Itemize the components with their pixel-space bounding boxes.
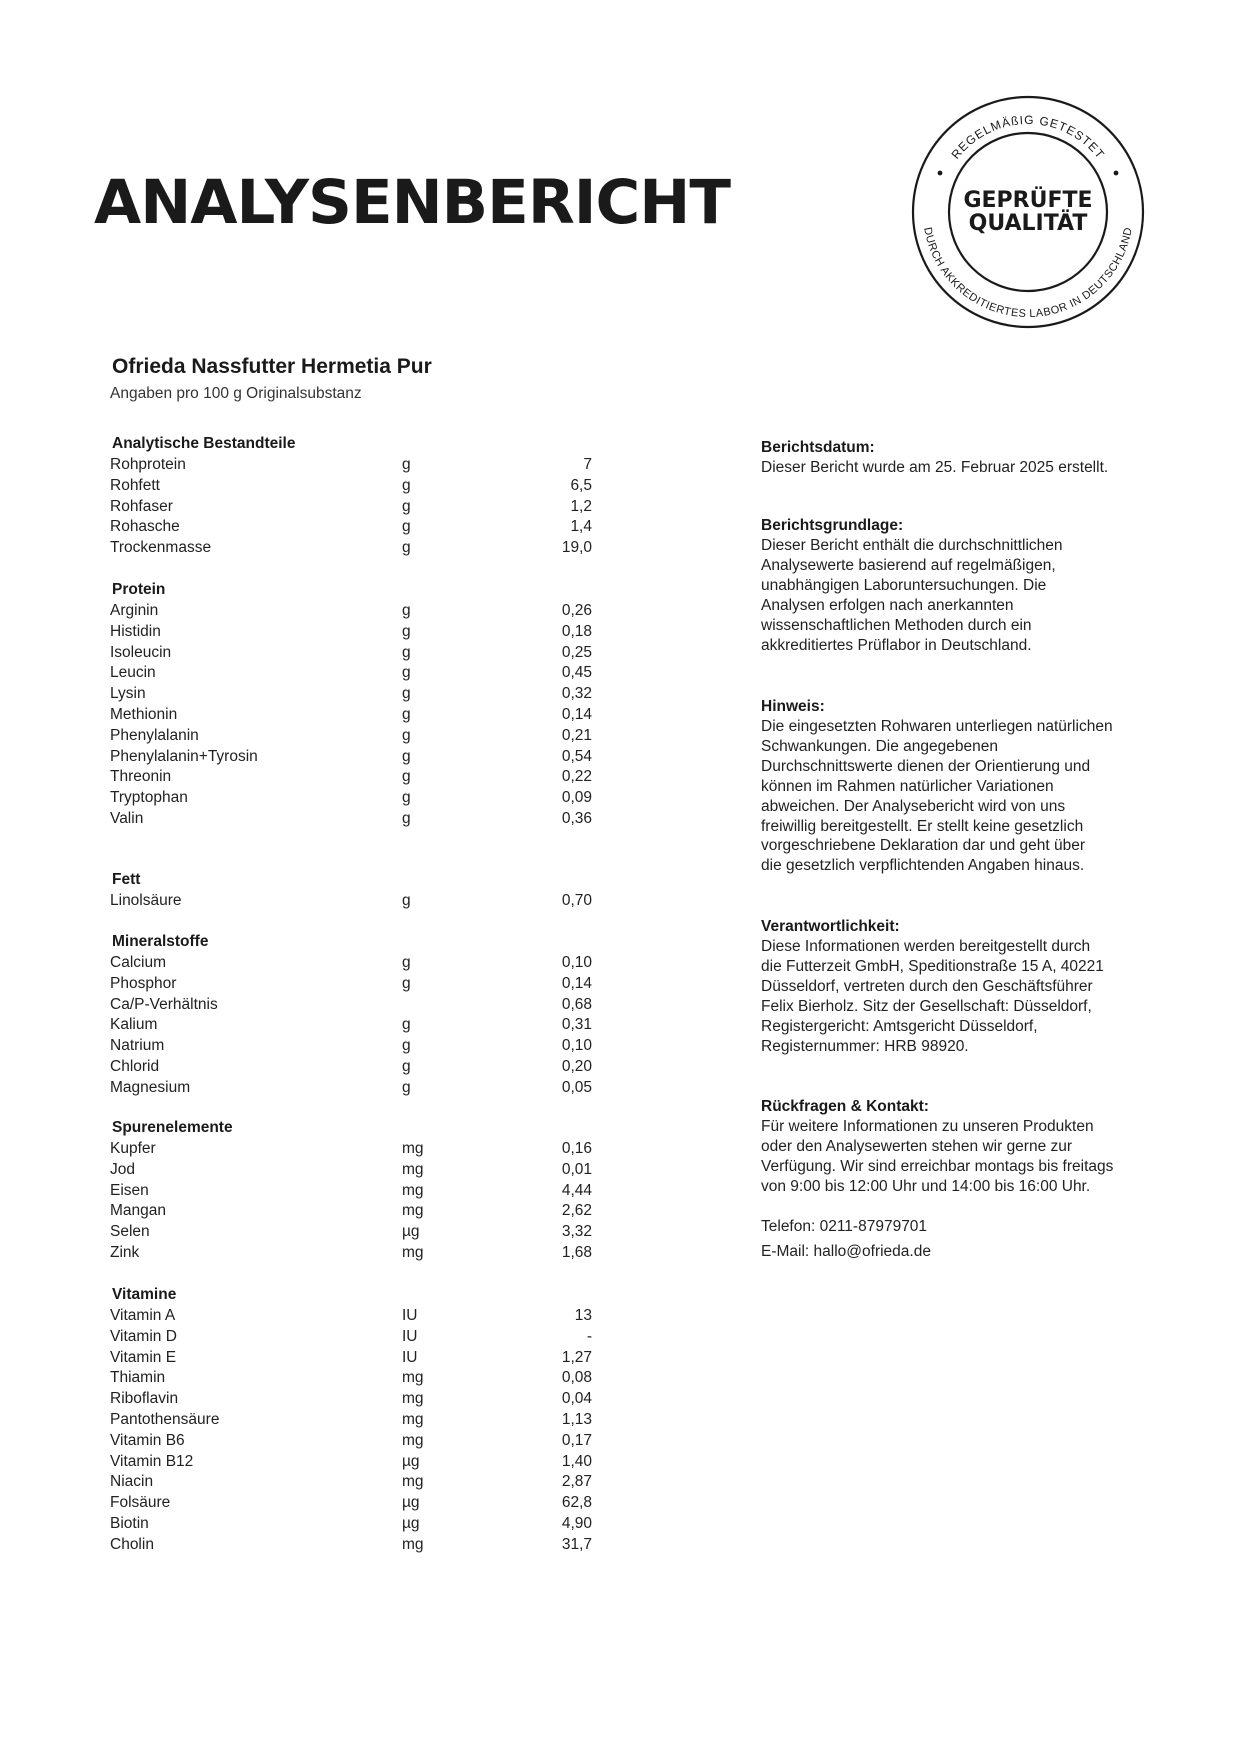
nutrient-unit: mg — [402, 1244, 424, 1261]
info-text-line: Felix Bierholz. Sitz der Gesellschaft: Düsseldorf, — [761, 997, 1092, 1015]
nutrient-row — [0, 974, 640, 995]
nutrient-value: 0,18 — [561, 622, 592, 640]
nutrient-name: Ca/P-Verhältnis — [110, 995, 218, 1013]
info-text-line: Die eingesetzten Rohwaren unterliegen natürlichen — [761, 718, 1113, 735]
nutrient-name: Eisen — [110, 1181, 149, 1199]
product-name: Ofrieda Nassfutter Hermetia Pur — [112, 355, 432, 378]
nutrient-name: Biotin — [110, 1515, 149, 1532]
nutrient-value: 0,54 — [561, 747, 592, 765]
nutrient-row — [0, 643, 640, 664]
nutrient-name: Vitamin E — [110, 1348, 177, 1366]
nutrient-value: 62,8 — [561, 1494, 592, 1512]
nutrient-row — [0, 1535, 640, 1556]
section-heading: Vitamine — [112, 1286, 177, 1303]
nutrient-value: 0,20 — [561, 1058, 592, 1075]
nutrient-value: 0,26 — [561, 602, 592, 619]
nutrient-row — [0, 995, 640, 1016]
nutrient-name: Pantothensäure — [110, 1411, 220, 1428]
nutrient-row — [0, 1222, 640, 1243]
nutrient-unit: g — [402, 602, 411, 619]
nutrient-unit: g — [402, 622, 411, 640]
nutrient-value: 1,4 — [570, 518, 592, 536]
seal-dot-right — [1114, 171, 1119, 176]
nutrient-value: 0,36 — [561, 810, 592, 827]
info-text-line: Registernummer: HRB 98920. — [761, 1037, 969, 1055]
nutrient-name: Rohfaser — [110, 497, 173, 515]
nutrient-row — [0, 788, 640, 809]
nutrient-value: 0,68 — [561, 995, 592, 1013]
nutrient-row — [0, 1431, 640, 1452]
nutrient-name: Phenylalanin+Tyrosin — [110, 747, 258, 765]
nutrient-unit: µg — [402, 1494, 420, 1512]
nutrient-unit: mg — [402, 1369, 424, 1387]
nutrient-unit: mg — [402, 1535, 424, 1553]
nutrient-value: - — [586, 1327, 592, 1345]
nutrient-value: 6,5 — [570, 476, 592, 494]
info-text-line: freiwillig bereitgestellt. Er stellt keine gesetzlich — [761, 817, 1084, 835]
nutrient-name: Calcium — [110, 954, 166, 971]
info-heading: Verantwortlichkeit: — [761, 918, 900, 935]
info-text-line: Analysen erfolgen nach anerkannten — [761, 596, 1014, 614]
nutrient-row — [0, 1410, 640, 1431]
nutrient-row — [0, 1389, 640, 1410]
nutrient-value: 1,40 — [561, 1452, 592, 1470]
nutrient-name: Vitamin B6 — [110, 1431, 185, 1449]
nutrient-value: 4,44 — [561, 1181, 592, 1199]
nutrient-row — [0, 1493, 640, 1514]
nutrient-value: 0,45 — [561, 664, 592, 682]
nutrient-value: 0,14 — [561, 706, 592, 723]
nutrient-value: 0,14 — [561, 974, 592, 992]
nutrient-row — [0, 1472, 640, 1493]
nutrient-name: Kalium — [110, 1016, 158, 1034]
nutrient-unit: g — [402, 747, 411, 765]
nutrient-unit: mg — [402, 1411, 424, 1428]
nutrient-unit: g — [402, 664, 411, 682]
nutrient-unit: mg — [402, 1390, 424, 1408]
nutrient-value: 19,0 — [561, 539, 592, 557]
nutrient-name: Chlorid — [110, 1058, 160, 1075]
info-berichtsdatum — [761, 438, 1151, 478]
nutrient-value: 0,32 — [561, 685, 592, 703]
info-verantwortlichkeit — [761, 917, 1151, 1056]
nutrient-name: Cholin — [110, 1535, 154, 1553]
info-kontakt — [761, 1097, 1151, 1197]
nutrient-value: 0,25 — [561, 643, 592, 661]
nutrient-value: 0,17 — [561, 1431, 592, 1449]
nutrient-name: Natrium — [110, 1037, 165, 1055]
nutrient-value: 0,31 — [561, 1016, 592, 1034]
nutrient-row — [0, 1036, 640, 1057]
nutrient-row — [0, 726, 640, 747]
nutrient-name: Riboflavin — [110, 1390, 179, 1408]
nutrient-name: Zink — [110, 1244, 140, 1261]
nutrient-name: Valin — [110, 810, 144, 827]
nutrient-value: 0,01 — [561, 1160, 592, 1178]
nutrient-row — [0, 684, 640, 705]
nutrient-unit: g — [402, 892, 411, 909]
nutrient-unit: mg — [402, 1202, 424, 1220]
nutrient-row — [0, 1514, 640, 1535]
nutrient-value: 7 — [583, 456, 592, 473]
page-title: ANALYSENBERICHT — [94, 167, 730, 238]
nutrient-name: Tryptophan — [110, 789, 188, 807]
nutrient-value: 1,13 — [561, 1411, 592, 1428]
nutrient-name: Histidin — [110, 622, 161, 640]
nutrient-row — [0, 1160, 640, 1181]
section-heading: Fett — [112, 871, 141, 888]
nutrient-row — [0, 538, 640, 559]
nutrient-name: Linolsäure — [110, 892, 182, 909]
info-text-line: von 9:00 bis 12:00 Uhr und 14:00 bis 16:00 Uhr. — [761, 1177, 1091, 1195]
nutrient-unit: µg — [402, 1515, 420, 1532]
nutrient-name: Vitamin A — [110, 1307, 176, 1324]
info-text-line: Für weitere Informationen zu unseren Produkten — [761, 1118, 1094, 1135]
nutrient-unit: g — [402, 1016, 411, 1034]
nutrient-row — [0, 747, 640, 768]
seal-center-line2: QUALITÄT — [968, 211, 1088, 236]
nutrient-row — [0, 601, 640, 622]
nutrient-name: Rohprotein — [110, 456, 186, 473]
nutrient-unit: g — [402, 685, 411, 703]
nutrient-row — [0, 1201, 640, 1222]
nutrient-unit: g — [402, 643, 411, 661]
nutrient-unit: g — [402, 497, 411, 515]
nutrient-unit: mg — [402, 1181, 424, 1199]
nutrient-value: 3,32 — [561, 1223, 592, 1241]
nutrient-unit: mg — [402, 1140, 424, 1157]
nutrient-unit: g — [402, 1058, 411, 1075]
nutrient-row — [0, 1452, 640, 1473]
nutrient-unit: g — [402, 539, 411, 557]
contact-phone: Telefon: 0211-87979701 — [761, 1218, 928, 1235]
nutrient-value: 4,90 — [561, 1515, 592, 1532]
nutrient-row — [0, 767, 640, 788]
nutrient-value: 0,04 — [561, 1390, 592, 1408]
nutrient-value: 0,05 — [561, 1078, 592, 1096]
nutrient-name: Thiamin — [110, 1369, 166, 1387]
info-text-line: können im Rahmen natürlicher Variationen — [761, 777, 1054, 795]
nutrient-unit: g — [402, 789, 411, 807]
nutrient-row — [0, 1306, 640, 1327]
nutrient-unit: g — [402, 768, 411, 786]
section-heading: Analytische Bestandteile — [112, 435, 296, 452]
nutrient-unit: g — [402, 954, 411, 971]
info-text-line: Dieser Bericht wurde am 25. Februar 2025 erstellt. — [761, 459, 1109, 476]
nutrient-name: Mangan — [110, 1202, 167, 1220]
nutrient-unit: g — [402, 456, 411, 473]
nutrient-row — [0, 891, 640, 912]
nutrient-value: 1,2 — [570, 497, 592, 515]
info-text-line: Dieser Bericht enthält die durchschnittlichen — [761, 537, 1063, 554]
nutrient-unit: g — [402, 518, 411, 536]
info-hinweis — [761, 697, 1151, 876]
info-berichtsgrundlage — [761, 516, 1151, 655]
nutrient-value: 1,68 — [561, 1244, 592, 1261]
info-text-line: Registergericht: Amtsgericht Düsseldorf, — [761, 1017, 1038, 1035]
nutrient-row — [0, 497, 640, 518]
nutrient-unit: g — [402, 1078, 411, 1096]
nutrient-row — [0, 809, 640, 830]
nutrient-row — [0, 1015, 640, 1036]
nutrient-value: 0,16 — [561, 1140, 592, 1157]
nutrient-unit: µg — [402, 1452, 420, 1470]
nutrient-row — [0, 1348, 640, 1369]
nutrient-name: Niacin — [110, 1473, 154, 1491]
nutrient-unit: mg — [402, 1431, 424, 1449]
nutrient-row — [0, 517, 640, 538]
nutrient-unit: mg — [402, 1160, 424, 1178]
info-heading: Berichtsgrundlage: — [761, 517, 904, 534]
nutrient-name: Trockenmasse — [110, 539, 212, 557]
info-text-line: wissenschaftlichen Methoden durch ein — [761, 616, 1032, 634]
nutrient-value: 0,21 — [561, 726, 592, 744]
nutrient-name: Phosphor — [110, 974, 177, 992]
info-text-line: Diese Informationen werden bereitgestellt durch — [761, 938, 1091, 955]
nutrient-unit: g — [402, 476, 411, 494]
nutrient-unit: IU — [402, 1307, 418, 1324]
product-subtitle: Angaben pro 100 g Originalsubstanz — [110, 385, 362, 402]
info-text-line: oder den Analysewerten stehen wir gerne zur — [761, 1137, 1073, 1155]
nutrient-name: Isoleucin — [110, 643, 172, 661]
nutrient-row — [0, 1181, 640, 1202]
nutrient-row — [0, 705, 640, 726]
nutrient-value: 31,7 — [561, 1535, 592, 1553]
nutrient-unit: g — [402, 726, 411, 744]
nutrient-unit: g — [402, 810, 411, 827]
nutrient-name: Jod — [110, 1160, 135, 1178]
nutrient-value: 2,62 — [561, 1202, 592, 1220]
nutrient-name: Rohfett — [110, 476, 160, 494]
info-text-line: Analysewerte basierend auf regelmäßigen, — [761, 556, 1056, 574]
nutrient-value: 0,22 — [561, 768, 592, 786]
info-text-line: die gesetzlich verpflichtenden Angaben hinaus. — [761, 857, 1085, 875]
seal-bottom-text: DURCH AKKREDITIERTES LABOR IN DEUTSCHLAND — [921, 226, 1135, 321]
nutrient-row — [0, 1139, 640, 1160]
info-text-line: unabhängigen Laboruntersuchungen. Die — [761, 576, 1047, 594]
nutrient-row — [0, 953, 640, 974]
contact-email: E-Mail: hallo@ofrieda.de — [761, 1243, 931, 1260]
nutrient-name: Arginin — [110, 602, 159, 619]
section-heading: Spurenelemente — [112, 1119, 233, 1136]
nutrient-name: Selen — [110, 1223, 150, 1241]
nutrient-row — [0, 1368, 640, 1389]
info-text-line: akkreditiertes Prüflabor in Deutschland. — [761, 636, 1032, 654]
nutrient-value: 2,87 — [561, 1473, 592, 1491]
info-text-line: Schwankungen. Die angegebenen — [761, 737, 998, 755]
nutrient-name: Kupfer — [110, 1140, 156, 1157]
info-heading: Berichtsdatum: — [761, 439, 875, 456]
info-text-line: Durchschnittswerte dienen der Orientierung und — [761, 757, 1091, 775]
nutrient-value: 0,10 — [561, 1037, 592, 1055]
nutrient-row — [0, 1243, 640, 1264]
nutrient-row — [0, 663, 640, 684]
seal-dot-left — [938, 171, 943, 176]
info-text-line: die Futterzeit GmbH, Speditionstraße 15 A, 40221 — [761, 957, 1104, 975]
section-heading: Protein — [112, 581, 166, 598]
nutrient-name: Vitamin D — [110, 1327, 177, 1345]
section-heading: Mineralstoffe — [112, 933, 209, 950]
nutrient-row — [0, 476, 640, 497]
nutrient-name: Rohasche — [110, 518, 180, 536]
nutrient-unit: g — [402, 974, 411, 992]
nutrient-value: 0,10 — [561, 954, 592, 971]
nutrient-name: Lysin — [110, 685, 146, 703]
nutrient-value: 1,27 — [561, 1348, 592, 1366]
info-heading: Rückfragen & Kontakt: — [761, 1098, 929, 1115]
nutrient-row — [0, 1078, 640, 1099]
nutrient-name: Leucin — [110, 664, 156, 682]
nutrient-name: Vitamin B12 — [110, 1452, 194, 1470]
nutrient-value: 0,09 — [561, 789, 592, 807]
nutrient-name: Methionin — [110, 706, 178, 723]
quality-seal — [910, 94, 1146, 330]
seal-top-text: REGELMÄßIG GETESTET — [948, 112, 1108, 162]
nutrient-value: 0,70 — [561, 892, 592, 909]
info-text-line: Verfügung. Wir sind erreichbar montags bis freitags — [761, 1157, 1114, 1175]
nutrient-row — [0, 455, 640, 476]
seal-center-line1: GEPRÜFTE — [963, 188, 1093, 213]
nutrient-unit: µg — [402, 1223, 420, 1241]
info-text-line: Düsseldorf, vertreten durch den Geschäftsführer — [761, 977, 1093, 995]
nutrient-row — [0, 1327, 640, 1348]
nutrient-unit: g — [402, 706, 411, 723]
nutrient-name: Folsäure — [110, 1494, 171, 1512]
nutrient-value: 13 — [574, 1307, 592, 1324]
nutrient-name: Threonin — [110, 768, 172, 786]
nutrient-row — [0, 1057, 640, 1078]
nutrient-name: Phenylalanin — [110, 726, 199, 744]
info-heading: Hinweis: — [761, 698, 825, 715]
nutrient-unit: IU — [402, 1348, 418, 1366]
nutrient-value: 0,08 — [561, 1369, 592, 1387]
nutrient-name: Magnesium — [110, 1078, 191, 1096]
info-text-line: vorgeschriebene Deklaration dar und geht über — [761, 837, 1085, 855]
nutrient-row — [0, 622, 640, 643]
nutrient-unit: mg — [402, 1473, 424, 1491]
info-text-line: abweichen. Der Analysebericht wird von uns — [761, 797, 1066, 815]
nutrient-unit: IU — [402, 1327, 418, 1345]
nutrient-unit: g — [402, 1037, 411, 1055]
